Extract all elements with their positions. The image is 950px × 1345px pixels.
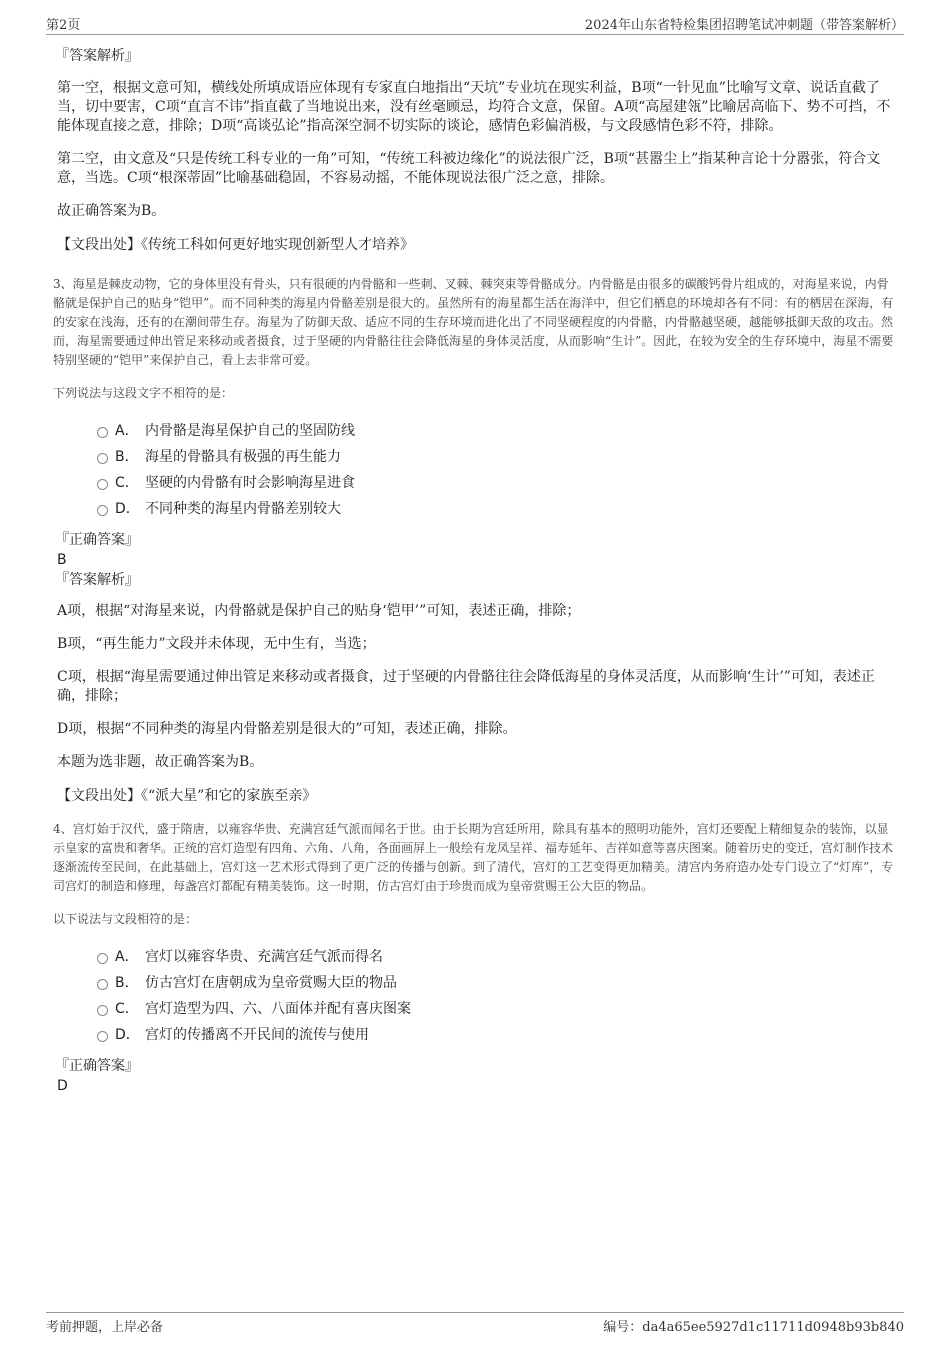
radio-button-icon[interactable]	[97, 1031, 108, 1042]
option-text: 宫灯以雍容华贵、充满宫廷气派而得名	[145, 949, 383, 965]
analysis-paragraph: C项，根据“海星需要通过伸出管足来移动或者摄食，过于坚硬的内骨骼往往会降低海星的身体灵活度，从而影响‘生计’”可知，表述正确，排除；	[57, 669, 875, 704]
option-c[interactable]	[93, 470, 897, 496]
option-text: 宫灯的传播离不开民间的流传与使用	[145, 1027, 369, 1043]
option-letter: A．	[115, 949, 139, 965]
question-prompt: 以下说法与文段相符的是：	[53, 912, 198, 926]
footer-slogan: 考前押题，上岸必备	[46, 1320, 164, 1335]
option-text: 内骨骼是海星保护自己的坚固防线	[145, 423, 355, 439]
page-header	[46, 14, 904, 35]
option-list	[93, 418, 897, 522]
source-citation: 【文段出处】《传统工科如何更好地实现创新型人才培养》	[57, 237, 414, 253]
question-text: 3、海星是棘皮动物，它的身体里没有骨头，只有很硬的内骨骼和一些刺、叉棘、棘突束等骨骼成分。内骨骼是由很多的碳酸钙骨片组成的，对海星来说，内骨骼就是保护自己的贴身“铠甲”。而不同种类的海星内骨骼差别是很大的。虽然所有的海星都生活在海洋中，但它们栖息的环境却各有不同：有的栖居在深海，有的安家在浅海，还有的在潮间带生存。海星为了防御天敌、适应不同的生存环境而进化出了不同坚硬程度的内骨骼，内骨骼越坚硬，越能够抵御天敌的攻击。然而，海星需要通过伸出管足来移动或者摄食，过于坚硬的内骨骼往往会降低海星的身体灵活度，从而影响“生计”。因此，在较为安全的生存环境中，海星不需要特别坚硬的“铠甲”来保护自己，看上去非常可爱。	[53, 277, 894, 367]
radio-button-icon[interactable]	[97, 427, 108, 438]
page-footer	[46, 1312, 904, 1335]
option-letter: B．	[115, 975, 139, 991]
analysis-paragraph: 故正确答案为B。	[57, 203, 166, 219]
analysis-paragraph: 本题为选非题，故正确答案为B。	[57, 754, 264, 770]
document-code: 编号：da4a65ee5927d1c11711d0948b93b840	[603, 1320, 904, 1335]
radio-button-icon[interactable]	[97, 979, 108, 990]
option-a[interactable]	[93, 944, 897, 970]
analysis-paragraph: A项，根据“对海星来说，内骨骼就是保护自己的贴身‘铠甲’”可知，表述正确，排除；	[57, 603, 581, 619]
document-title: 2024年山东省特检集团招聘笔试冲刺题（带答案解析）	[584, 18, 904, 33]
page-number: 第2页	[46, 18, 81, 33]
option-letter: C．	[115, 475, 139, 491]
correct-answer: B	[57, 552, 67, 568]
question-text: 4、宫灯始于汉代，盛于隋唐，以雍容华贵、充满宫廷气派而闻名于世。由于长期为宫廷所用，除具有基本的照明功能外，宫灯还要配上精细复杂的装饰，以显示皇家的富贵和奢华。正统的宫灯造型有四角、六角、八角，各面画屏上一般绘有龙凤呈祥、福寿延年、吉祥如意等喜庆图案。随着历史的变迁，宫灯制作技术逐渐流传至民间，在此基础上，宫灯这一艺术形式得到了更广泛的传播与创新。到了清代，宫灯的工艺变得更加精美。清宫内务府造办处专门设立了“灯库”，专司宫灯的制造和修理，每盏宫灯都配有精美装饰。这一时期，仿古宫灯由于珍贵而成为皇帝赏赐王公大臣的物品。	[53, 822, 894, 893]
analysis-label: 『答案解析』	[55, 48, 139, 64]
option-c[interactable]	[93, 996, 897, 1022]
analysis-paragraph: B项，“再生能力”文段并未体现，无中生有，当选；	[57, 636, 376, 652]
question-4	[53, 820, 897, 1096]
question-prompt: 下列说法与这段文字不相符的是：	[53, 386, 234, 400]
radio-button-icon[interactable]	[97, 1005, 108, 1016]
analysis-paragraph: D项，根据“不同种类的海星内骨骼差别是很大的”可知，表述正确，排除。	[57, 721, 517, 737]
radio-button-icon[interactable]	[97, 953, 108, 964]
option-text: 宫灯造型为四、六、八面体并配有喜庆图案	[145, 1001, 411, 1017]
correct-answer: D	[57, 1078, 68, 1094]
option-b[interactable]	[93, 444, 897, 470]
option-a[interactable]	[93, 418, 897, 444]
page-content	[53, 46, 897, 1096]
option-text: 仿古宫灯在唐朝成为皇帝赏赐大臣的物品	[145, 975, 397, 991]
question-2-analysis	[57, 46, 897, 255]
radio-button-icon[interactable]	[97, 479, 108, 490]
option-text: 海星的骨骼具有极强的再生能力	[145, 449, 341, 465]
option-d[interactable]	[93, 1022, 897, 1048]
option-letter: B．	[115, 449, 139, 465]
option-b[interactable]	[93, 970, 897, 996]
option-d[interactable]	[93, 496, 897, 522]
radio-button-icon[interactable]	[97, 505, 108, 516]
analysis-paragraph: 第二空，由文意及“只是传统工科专业的一角”可知，“传统工科被边缘化”的说法很广泛，B项“甚嚣尘上”指某种言论十分嚣张，符合文意，当选。C项“根深蒂固”比喻基础稳固，不容易动摇，不能体现说法很广泛之意，排除。	[57, 151, 881, 186]
option-letter: C．	[115, 1001, 139, 1017]
option-text: 坚硬的内骨骼有时会影响海星进食	[145, 475, 355, 491]
answer-label: 『正确答案』	[55, 532, 139, 548]
answer-label: 『正确答案』	[55, 1058, 139, 1074]
option-letter: A．	[115, 423, 139, 439]
option-text: 不同种类的海星内骨骼差别较大	[145, 501, 341, 517]
option-list	[93, 944, 897, 1048]
option-letter: D．	[115, 1027, 140, 1043]
source-citation: 【文段出处】《“派大星”和它的家族至亲》	[57, 788, 317, 804]
radio-button-icon[interactable]	[97, 453, 108, 464]
option-letter: D．	[115, 501, 140, 517]
question-3	[53, 275, 897, 806]
analysis-label: 『答案解析』	[55, 572, 139, 588]
analysis-paragraph: 第一空，根据文意可知，横线处所填成语应体现有专家直白地指出“天坑”专业坑在现实利益，B项“一针见血”比喻写文章、说话直截了当，切中要害，C项“直言不讳”指直截了当地说出来，没有丝毫顾忌，均符合文意，保留。A项“高屋建瓴”比喻居高临下、势不可挡，不能体现直接之意，排除；D项“高谈弘论”指高深空洞不切实际的谈论，感情色彩偏消极，与文段感情色彩不符，排除。	[57, 80, 891, 134]
